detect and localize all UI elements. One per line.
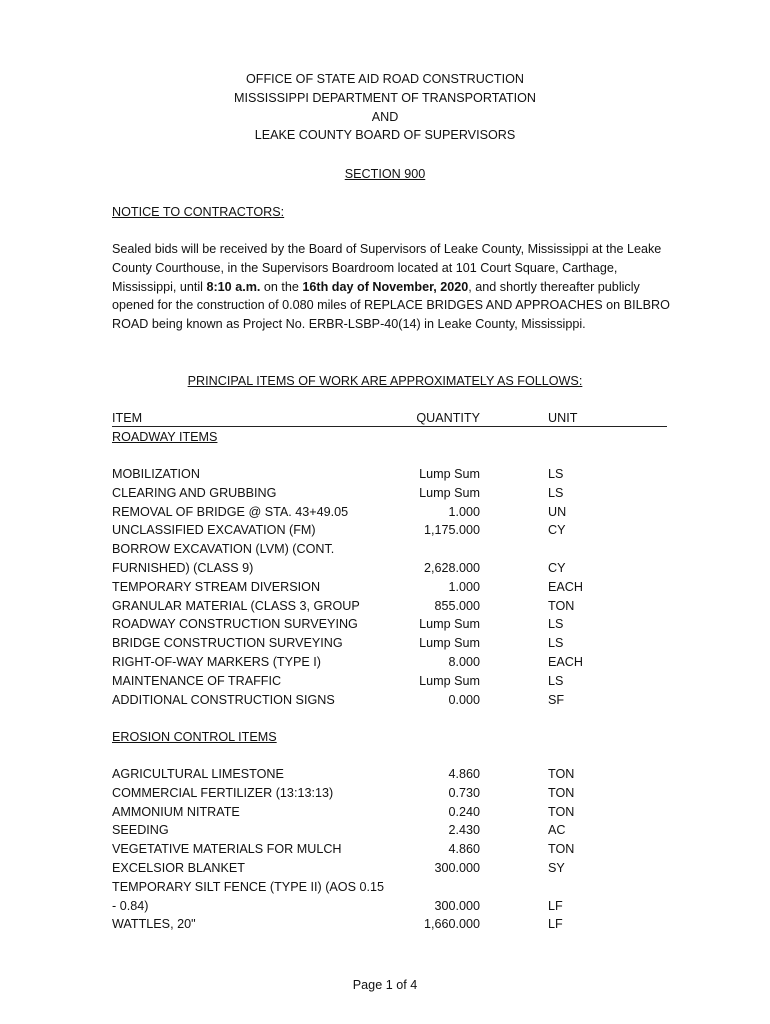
notice-text-1: Sealed bids will be received by the Board of Supervisors of Leake County, Mississippi at the Leake County Courthouse, in the Supervisors Boardroom located at 101 Court Square, Carthage, Mississippi, until [112,242,662,294]
table-row [0,915,770,934]
page-footer [0,976,770,995]
unit-cell: TON [548,785,575,800]
page-number: Page 1 of 4 [352,978,418,992]
table-row [0,597,770,616]
item-cell: UNCLASSIFIED EXCAVATION (FM) [112,523,316,538]
notice-heading [112,203,284,222]
table-row [0,540,770,559]
item-cell: COMMERCIAL FERTILIZER (13:13:13) [112,785,334,800]
quantity-cell: 2,628.000 [423,561,480,575]
item-cell: MAINTENANCE OF TRAFFIC [112,673,282,688]
quantity-cell: 2.430 [448,823,480,838]
table-row [0,878,770,897]
item-cell: FURNISHED) (CLASS 9) [112,561,254,575]
item-cell: AGRICULTURAL LIMESTONE [112,767,284,781]
item-cell: TEMPORARY SILT FENCE (TYPE II) (AOS 0.15 [112,879,385,894]
table-row [0,559,770,578]
quantity-cell: Lump Sum [419,636,480,651]
quantity-cell: 1.000 [448,504,480,519]
unit-cell: CY [548,561,566,575]
notice-heading-text: NOTICE TO CONTRACTORS: [112,205,285,219]
unit-cell: TON [548,842,575,857]
notice-text-3: , and shortly thereafter publicly opened for the construction of 0.080 miles of REPLACE BRIDGES AND APPROACHES on BILBRO ROAD being known as Project No. ERBR-LSBP-40(14) in Leake County, Mississippi. [112,279,670,332]
table-row [0,765,770,784]
item-cell: CLEARING AND GRUBBING [112,485,277,500]
group-title-roadway-text: ROADWAY ITEMS [112,430,218,444]
table-row [0,897,770,916]
principal-items-text: PRINCIPAL ITEMS OF WORK ARE APPROXIMATELY AS FOLLOWS: [187,374,583,388]
table-row [0,821,770,840]
col-header-item: ITEM [112,411,143,425]
table-row [0,634,770,653]
table-header-rule [112,426,667,427]
unit-cell: TON [548,598,575,613]
quantity-cell: Lump Sum [419,467,480,481]
unit-cell: UN [548,504,567,519]
principal-items-heading [0,372,770,391]
item-cell: WATTLES, 20" [112,917,196,932]
notice-time: 8:10 a.m. [206,279,261,294]
quantity-cell: 1.000 [448,579,480,594]
item-cell: VEGETATIVE MATERIALS FOR MULCH [112,842,342,857]
quantity-cell: 1,660.000 [423,917,480,932]
quantity-cell: 4.860 [448,842,480,857]
unit-cell: LS [548,617,564,632]
table-row [0,784,770,803]
table-row [0,578,770,597]
group-title-erosion-text: EROSION CONTROL ITEMS [112,730,277,744]
table-header-row [0,409,770,428]
unit-cell: SY [548,861,565,875]
col-header-quantity: QUANTITY [416,411,480,425]
table-row [0,503,770,522]
item-cell: BRIDGE CONSTRUCTION SURVEYING [112,636,343,651]
unit-cell: EACH [548,579,583,594]
item-cell: TEMPORARY STREAM DIVERSION [112,579,321,594]
quantity-cell: Lump Sum [419,617,480,632]
section-label: SECTION 900 [344,167,426,181]
item-cell: ROADWAY CONSTRUCTION SURVEYING [112,617,358,632]
quantity-cell: 300.000 [434,861,480,875]
item-cell: GRANULAR MATERIAL (CLASS 3, GROUP [112,598,360,613]
table-row [0,840,770,859]
item-cell: REMOVAL OF BRIDGE @ STA. 43+49.05 [112,504,349,519]
quantity-cell: 0.730 [448,785,480,800]
table-row [0,691,770,710]
unit-cell: SF [548,692,565,707]
table-row [0,859,770,878]
item-cell: MOBILIZATION [112,467,200,481]
item-cell: - 0.84) [112,898,149,913]
table-row [0,465,770,484]
section-heading [0,165,770,184]
quantity-cell: 1,175.000 [423,523,480,538]
unit-cell: LF [548,898,563,913]
header-line-3: AND [371,109,399,124]
item-cell: ADDITIONAL CONSTRUCTION SIGNS [112,692,335,707]
header-line-2: MISSISSIPPI DEPARTMENT OF TRANSPORTATION [233,90,537,105]
unit-cell: CY [548,523,566,538]
quantity-cell: 300.000 [434,898,480,913]
header-line-4: LEAKE COUNTY BOARD OF SUPERVISORS [254,128,516,143]
quantity-cell: Lump Sum [419,673,480,688]
notice-text-2: on the [260,279,303,294]
quantity-cell: 8.000 [448,655,480,669]
item-cell: BORROW EXCAVATION (LVM) (CONT. [112,542,335,557]
table-row [0,653,770,672]
group-title-erosion [112,728,277,747]
quantity-cell: 855.000 [434,598,480,613]
unit-cell: TON [548,804,575,819]
unit-cell: LF [548,917,563,932]
unit-cell: LS [548,485,564,500]
unit-cell: LS [548,636,564,651]
unit-cell: TON [548,767,575,781]
unit-cell: LS [548,467,564,481]
unit-cell: EACH [548,655,583,669]
unit-cell: AC [548,823,566,838]
item-cell: RIGHT-OF-WAY MARKERS (TYPE I) [112,655,321,669]
table-row [0,521,770,540]
document-header [0,70,770,145]
table-row [0,803,770,822]
item-cell: AMMONIUM NITRATE [112,804,240,819]
unit-cell: LS [548,673,564,688]
notice-date: 16th day of November, 2020 [302,279,469,294]
table-row [0,672,770,691]
quantity-cell: 0.240 [448,804,480,819]
notice-paragraph [112,240,672,334]
item-cell: EXCELSIOR BLANKET [112,861,245,875]
group-title-roadway [112,428,217,447]
header-line-1: OFFICE OF STATE AID ROAD CONSTRUCTION [245,72,524,86]
quantity-cell: 0.000 [448,692,480,707]
table-row [0,615,770,634]
quantity-cell: Lump Sum [419,485,480,500]
quantity-cell: 4.860 [448,767,480,781]
col-header-unit: UNIT [548,411,578,425]
table-row [0,484,770,503]
item-cell: SEEDING [112,823,169,838]
